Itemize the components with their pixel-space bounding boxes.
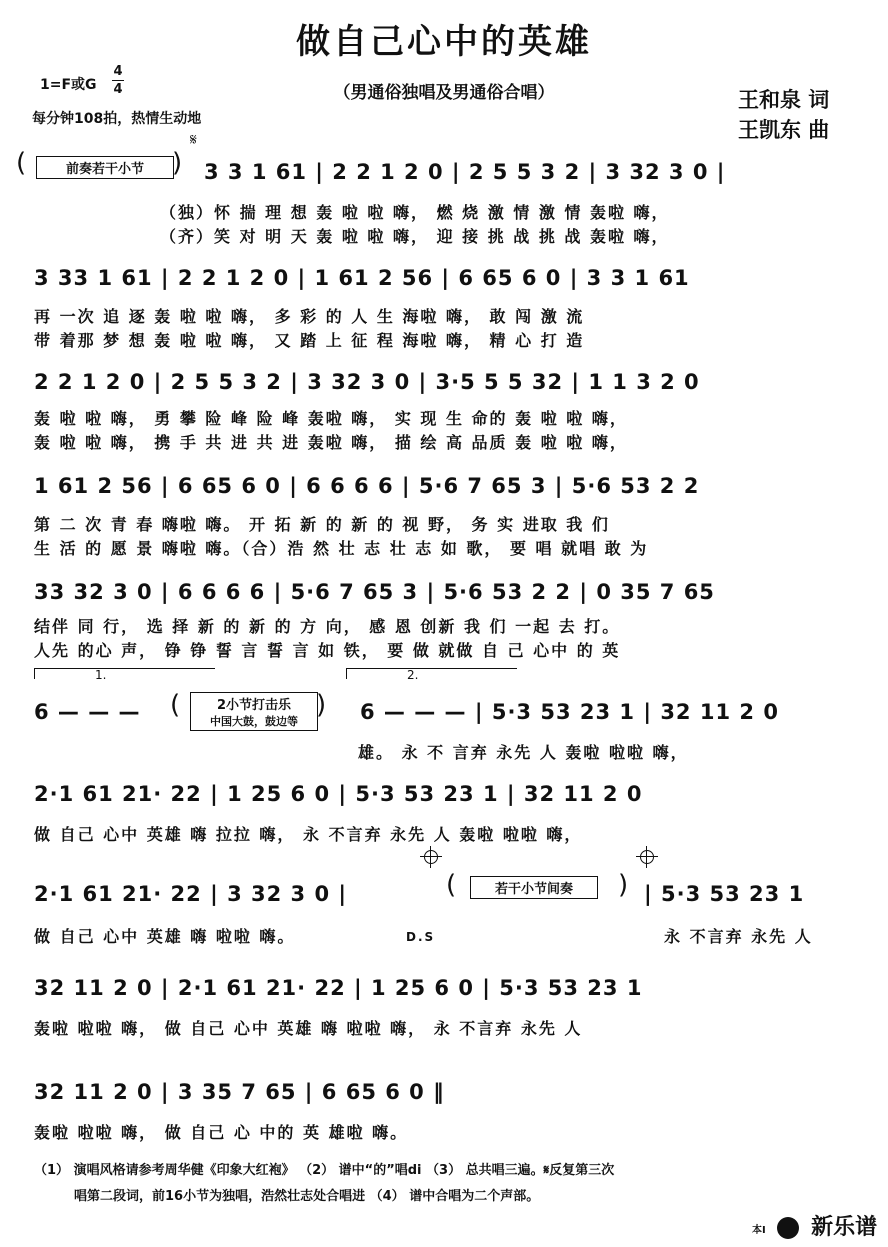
score-row-7 <box>16 772 864 820</box>
time-bottom: 4 <box>113 82 123 97</box>
volta-2: 2. <box>346 668 517 679</box>
volta-1: 1. <box>34 668 215 679</box>
notation-line: 2·1 61 21· 22 | 1 25 6 0 | 5·3 53 23 1 | 32 11 2 0 <box>34 782 643 806</box>
lyric-line-1: 轰 啦 啦 嗨， 勇 攀 险 峰 险 峰 轰啦 嗨， 实 现 生 命的 轰 啦 啦 嗨， <box>34 409 628 428</box>
music-note-icon <box>777 1217 799 1239</box>
footnote-line-2: 唱第二段词，前16小节为独唱，浩然壮志处合唱进 （4） 谱中合唱为二个声部。 <box>74 1189 540 1204</box>
logo-tag: 本I <box>752 1224 766 1236</box>
footnotes <box>34 1158 834 1210</box>
footnote-line-1: （1） 演唱风格请参考周华健《印象大红袍》 （2） 谱中“的”唱di （3） 总共唱三遍。𝄋反复第三次 <box>34 1163 615 1178</box>
lyric-line-1: 第 二 次 青 春 嗨啦 嗨。 开 拓 新 的 新 的 视 野， 务 实 进取 我 们 <box>34 515 610 534</box>
lyric-line-chorus: （齐）笑 对 明 天 轰 啦 啦 嗨， 迎 接 挑 战 挑 战 轰啦 嗨， <box>160 227 670 246</box>
score-row-1 <box>16 150 864 198</box>
score-row-3 <box>16 360 864 408</box>
lyric-line-1: 雄。 永 不 言弃 永先 人 轰啦 啦啦 嗨， <box>358 743 689 762</box>
score-row-6 <box>16 690 864 738</box>
time-top: 4 <box>113 64 123 79</box>
notation-line: 1 61 2 56 | 6 65 6 0 | 6 6 6 6 | 5·6 7 65 3 | 5·6 53 2 2 <box>34 474 700 498</box>
notation-line: 3 33 1 61 | 2 2 1 2 0 | 1 61 2 56 | 6 65 6 0 | 3 3 1 61 <box>34 266 690 290</box>
logo-text: 新乐谱 <box>811 1215 878 1240</box>
intro-paren-open: ( <box>16 148 27 178</box>
percussion-paren-open: ( <box>170 690 181 720</box>
notation-line: 32 11 2 0 | 3 35 7 65 | 6 65 6 0 ‖ <box>34 1080 445 1104</box>
lyric-line-1: 结伴 同 行， 选 择 新 的 新 的 方 向， 感 恩 创新 我 们 一起 去 打。 <box>34 617 621 636</box>
song-subtitle: （男通俗独唱及男通俗合唱） <box>333 83 555 103</box>
lyric-line-solo: （独）怀 揣 理 想 轰 啦 啦 嗨， 燃 烧 激 情 激 情 轰啦 嗨， <box>160 203 670 222</box>
lyric-line-2: 轰 啦 啦 嗨， 携 手 共 进 共 进 轰啦 嗨， 描 绘 高 品质 轰 啦 啦 嗨， <box>34 433 628 452</box>
score-row-9 <box>16 966 864 1014</box>
notation-line: 33 32 3 0 | 6 6 6 6 | 5·6 7 65 3 | 5·6 53 2 2 | 0 35 7 65 <box>34 580 715 604</box>
lyric-line-2: 人先 的心 声， 铮 铮 誓 言 誓 言 如 铁， 要 做 就做 自 己 心中 的 英 <box>34 641 621 660</box>
lyric-line-2: 生 活 的 愿 景 嗨啦 嗨。（合）浩 然 壮 志 壮 志 如 歌， 要 唱 就唱 敢 为 <box>34 539 649 558</box>
notation-line-b: | 5·3 53 23 1 <box>644 882 805 906</box>
coda-icon <box>640 850 654 864</box>
interlude-paren-open: ( <box>446 870 457 900</box>
segno-icon: 𝄋 <box>190 130 197 149</box>
tempo-marking: 每分钟108拍，热情生动地 <box>32 111 202 127</box>
percussion-detail: 中国大鼓，鼓边等 <box>210 715 298 728</box>
site-logo <box>752 1210 877 1241</box>
lyric-line-1: 做 自己 心中 英雄 嗨 拉拉 嗨， 永 不言弃 永先 人 轰啦 啦啦 嗨， <box>34 825 583 844</box>
interlude-paren-close: ) <box>618 870 629 900</box>
lyric-line-1: 做 自己 心中 英雄 嗨 啦啦 嗨。 <box>34 927 296 946</box>
intro-paren-close: ) <box>172 148 183 178</box>
score-row-5 <box>16 570 864 618</box>
notation-line: 32 11 2 0 | 2·1 61 21· 22 | 1 25 6 0 | 5·3 53 23 1 <box>34 976 643 1000</box>
notation-line: 3 3 1 61 | 2 2 1 2 0 | 2 5 5 3 2 | 3 32 3 0 | <box>204 160 726 184</box>
notation-line-a: 6 — — — <box>34 700 141 724</box>
score-row-10 <box>16 1070 864 1118</box>
score-row-2 <box>16 256 864 304</box>
lyric-line-2: 带 着那 梦 想 轰 啦 啦 嗨， 又 踏 上 征 程 海啦 嗨， 精 心 打 造 <box>34 331 585 350</box>
composer-credit: 王凯东 曲 <box>738 118 830 142</box>
score-row-4 <box>16 464 864 512</box>
coda-icon <box>424 850 438 864</box>
percussion-title: 2小节打击乐 <box>216 698 292 713</box>
notation-line-b: 6 — — — | 5·3 53 23 1 | 32 11 2 0 <box>360 700 779 724</box>
lyric-line-1: 轰啦 啦啦 嗨， 做 自己 心中 英雄 嗨 啦啦 嗨， 永 不言弃 永先 人 <box>34 1019 583 1038</box>
song-title: 做自己心中的英雄 <box>296 22 592 62</box>
score-row-8 <box>16 872 864 920</box>
lyric-line-1: 轰啦 啦啦 嗨， 做 自己 心 中的 英 雄啦 嗨。 <box>34 1123 409 1142</box>
notation-line: 2 2 1 2 0 | 2 5 5 3 2 | 3 32 3 0 | 3·5 5 5 32 | 1 1 3 2 0 <box>34 370 700 394</box>
intro-box: 前奏若干小节 <box>36 156 174 179</box>
interlude-box: 若干小节间奏 <box>470 876 598 899</box>
lyricist-credit: 王和泉 词 <box>738 88 830 112</box>
percussion-paren-close: ) <box>316 690 327 720</box>
lyric-line-1: 再 一次 追 逐 轰 啦 啦 嗨， 多 彩 的 人 生 海啦 嗨， 敢 闯 激 流 <box>34 307 585 326</box>
time-signature <box>112 64 124 97</box>
lyric-line-2: 永 不言弃 永先 人 <box>664 927 813 946</box>
notation-line-a: 2·1 61 21· 22 | 3 32 3 0 | <box>34 882 348 906</box>
ds-marking: D.S <box>406 930 436 944</box>
percussion-box <box>190 692 318 731</box>
key-signature: 1=F或G <box>40 77 97 93</box>
